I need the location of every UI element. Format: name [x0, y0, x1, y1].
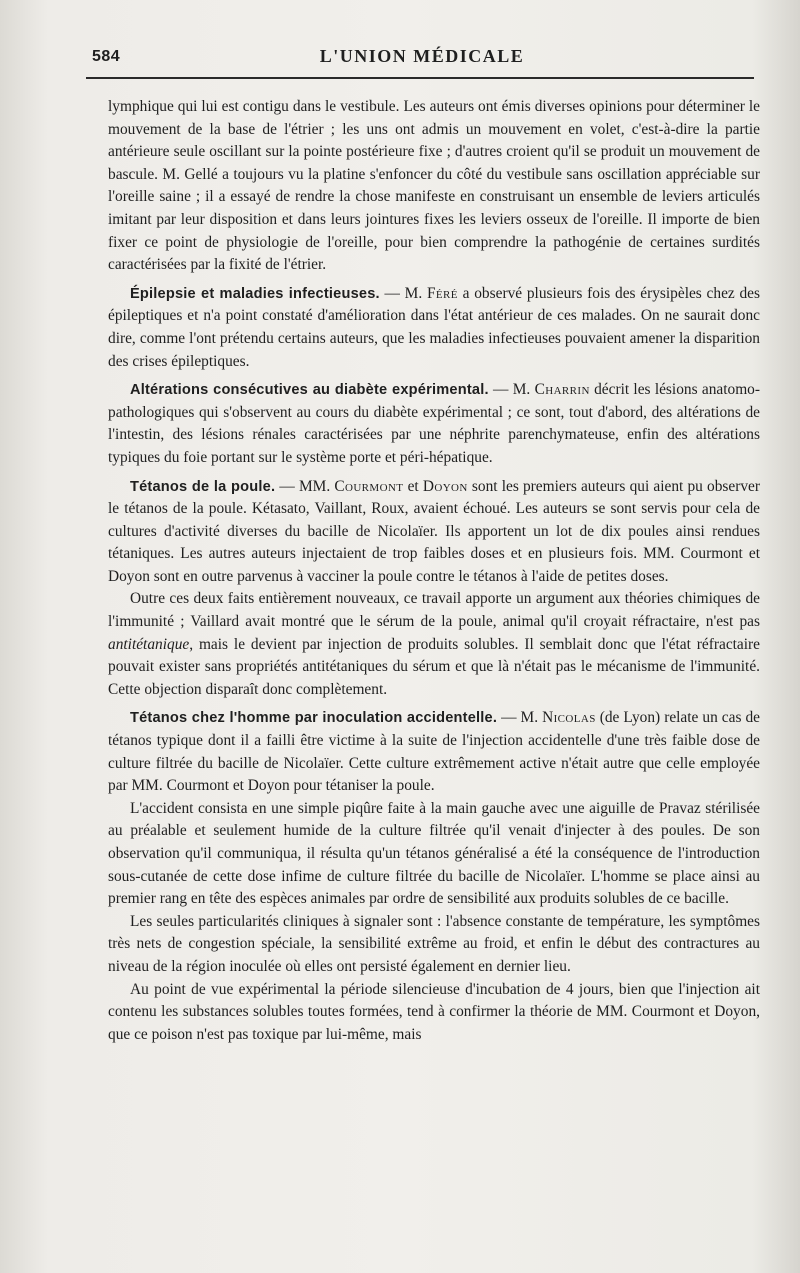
italic-term: antitétanique — [108, 635, 190, 653]
header-rule — [86, 77, 754, 79]
page-number: 584 — [92, 48, 121, 65]
section-title: Altérations consécutives au diabète expérimental. — [130, 382, 489, 399]
page-header — [92, 40, 752, 80]
section-diabete — [108, 379, 760, 469]
section-lead: — M. — [497, 709, 543, 727]
author-name: Féré — [426, 284, 458, 302]
paragraph-outre — [108, 588, 760, 701]
section-epilepsie — [108, 283, 760, 373]
section-lead: — M. — [488, 381, 535, 399]
paragraph-accident — [108, 798, 760, 911]
section-text: sont les premiers auteurs qui aient pu observer le tétanos de la poule. Kétasato, Vaillant, Roux, avaient échoué. Les auteurs se sont servis pour cela de cultures d'activité diverses du bacille de Nicolaïer. Ils apportent un lot de dix poules ainsi rendues tétaniques. Les autres auteurs injectaient de trop faibles doses et en plusieurs fois. MM. Courmont et Doyon sont en outre parvenus à vacciner la poule contre le tétanos à l'aide de petites doses. — [108, 477, 761, 585]
section-lead: — MM. — [275, 477, 335, 495]
paragraph-particularites — [108, 911, 760, 979]
section-text: a observé plusieurs fois des érysipèles chez des épileptiques et n'a point constaté d'amélioration dans l'état antérieur de ces malades. On ne saurait donc dire, comme l'ont prétendu certains auteurs, que les maladies infectieuses pouvaient amener la disparition des crises épileptiques. — [108, 284, 760, 370]
paragraph-text: Outre ces deux faits entièrement nouveaux, ce travail apporte un argument aux théories chimiques de l'immunité ; Vaillard avait montré que le sérum de la poule, animal qu'il croyait réfractaire, n'est pas — [108, 590, 760, 631]
paragraph-text: lymphique qui lui est contigu dans le vestibule. Les auteurs ont émis diverses opinions pour déterminer le mouvement de la base de l'étrier ; les uns ont admis un mouvement en volet, c'est-à-dire la partie antérieure seule oscillant sur la pointe postérieure fixe ; d'autres croient qu'il se produit un mouvement de bascule. M. Gellé a toujours vu la platine s'enfoncer du côté du vestibule sans oscillation appréciable sur l'oreille saine ; il a essayé de rendre la chose manifeste en construisant un ensemble de leviers articulés imitant par leur disposition et dans leurs jointures fixes les leviers osseux de l'oreille. Il importe de bien fixer ce point de physiologie de l'oreille, pour bien comprendre la pathogénie de certaines surdités caractérisées par la fixité de l'étrier. — [108, 98, 760, 274]
article-body — [108, 96, 760, 1046]
section-title: Épilepsie et maladies infectieuses. — [130, 285, 380, 302]
paragraph-point-de-vue — [108, 979, 760, 1047]
paragraph-text: , mais le devient par injection de produits solubles. Il semblait donc que l'état réfractaire pouvait exister sans propriétés antitétaniques du sérum et que là n'était pas le mécanisme de l'immunité. Cette objection disparaît donc complètement. — [108, 635, 760, 698]
paragraph-continuation — [108, 96, 760, 277]
author-name: Charrin — [534, 381, 590, 399]
author-name: Courmont — [334, 477, 404, 495]
paragraph-text: Au point de vue expérimental la période silencieuse d'incubation de 4 jours, bien que l'injection ait contenu les substances solubles toutes formées, tend à confirmer la théorie de MM. Courmont et Doyon, que ce poison n'est pas toxique par lui-même, mais — [108, 980, 760, 1043]
paragraph-text: Les seules particularités cliniques à signaler sont : l'absence constante de température, les symptômes très nets de congestion spéciale, la sensibilité extrême au froid, et enfin le début des contractures au niveau de la région inoculée où elles ont persisté également en dernier lieu. — [108, 912, 760, 975]
author-name: Nicolas — [542, 709, 596, 727]
section-lead: — M. — [379, 284, 427, 302]
section-connector: et — [403, 477, 423, 495]
paragraph-text: L'accident consista en une simple piqûre faite à la main gauche avec une aiguille de Pravaz stérilisée au préalable et seulement humide de la culture filtrée qu'il venait d'injecter à des poules. De son observation qu'il communiqua, il résulta qu'un tétanos généralisé a été la conséquence de l'introduction sous-cutanée de cette dose infime de culture filtrée du bacille de Nicolaïer. L'homme se place ainsi au premier rang en tête des espèces animales par ordre de sensibilité aux produits solubles de ce bacille. — [108, 799, 760, 908]
section-text: (de Lyon) relate un cas de tétanos typique dont il a failli être victime à la suite de l'injection accidentelle d'une très faible dose de culture filtrée du bacille de Nicolaïer. Cette culture extrêmement active n'était autre que celle employée par MM. Courmont et Doyon pour tétaniser la poule. — [108, 709, 760, 795]
running-title: L'UNION MÉDICALE — [319, 46, 525, 66]
section-title: Tétanos de la poule. — [130, 478, 276, 495]
section-title: Tétanos chez l'homme par inoculation accidentelle. — [130, 710, 498, 727]
author-name: Doyon — [422, 477, 468, 495]
section-tetanos-homme — [108, 707, 760, 797]
section-tetanos-poule — [108, 476, 760, 589]
section-text: décrit les lésions anatomo-pathologiques qui s'observent au cours du diabète expérimental ; ce sont, tout d'abord, des altérations de l'intestin, des lésions rénales caractérisées par une néphrite parenchymateuse, enfin des altérations typiques du foie portant sur le système porte et péri-hépatique. — [108, 381, 760, 466]
